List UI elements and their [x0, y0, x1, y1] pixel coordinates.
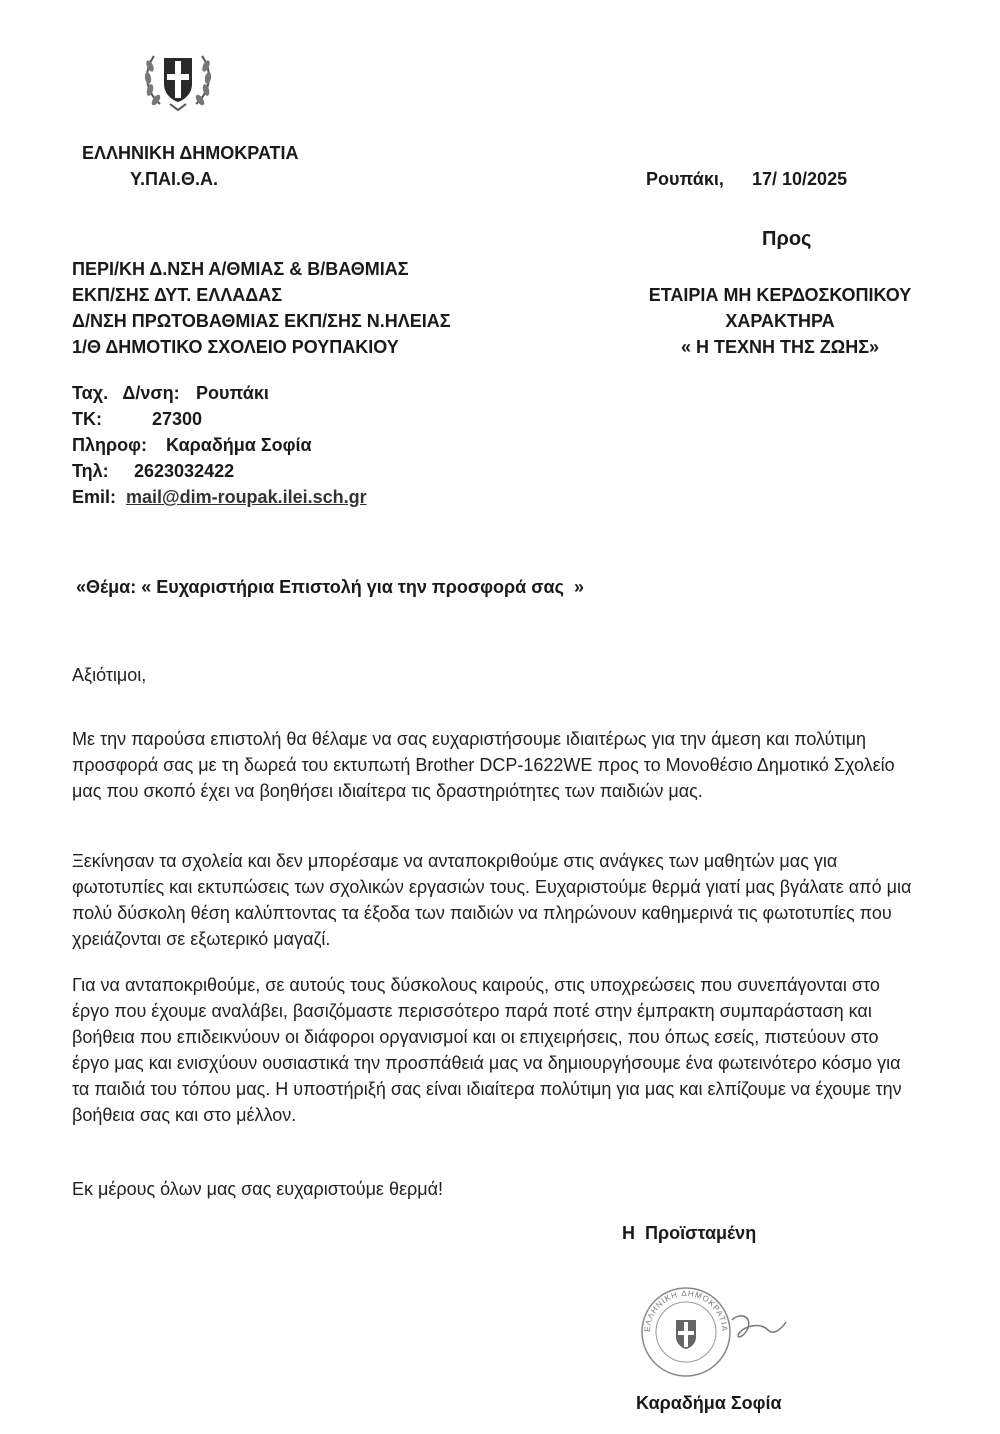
stamp-text: ΕΛΛΗΝΙΚΗ ΔΗΜΟΚΡΑΤΙΑ [642, 1288, 730, 1333]
phone-value: 2623032422 [134, 461, 235, 481]
letter-date: 17/ 10/2025 [752, 169, 848, 189]
email-label: Emil: [72, 487, 117, 507]
body-paragraph-4: Εκ μέρους όλων μας σας ευχαριστούμε θερμά! [72, 1179, 444, 1199]
sender-line-3: Δ/ΝΣΗ ΠΡΩΤΟΒΑΘΜΙΑΣ ΕΚΠ/ΣΗΣ Ν.ΗΛΕΙΑΣ [72, 311, 451, 331]
email-link[interactable]: mail@dim-roupak.ilei.sch.gr [126, 487, 367, 507]
greek-coat-of-arms-icon [140, 40, 216, 116]
recipient-line-2: ΧΑΡΑΚΤΗΡΑ [725, 311, 835, 331]
info-value: Καραδήμα Σοφία [166, 435, 312, 455]
recipient-line-1: ΕΤΑΙΡΙΑ ΜΗ ΚΕΡΔΟΣΚΟΠΙΚΟΥ [648, 285, 912, 305]
address-label: Ταχ. Δ/νση: [72, 383, 180, 403]
recipient-line-3: « Η ΤΕΧΝΗ ΤΗΣ ΖΩΗΣ» [680, 337, 880, 357]
body-paragraph-1: Με την παρούσα επιστολή θα θέλαμε να σας ευχαριστήσουμε ιδιαιτέρως για την άμεση και πολύτιμη προσφορά σας με τη δωρεά του εκτυπωτή Brother DCP-1622WE προς το Μονοθέσιο Δημοτικό Σχολείο μας που σκοπό έχει να βοηθήσει ιδιαίτερα τις δραστηριότητες των παιδιών μας. [72, 729, 895, 801]
recipient-to-label: Προς [762, 228, 812, 250]
coat-of-arms-emblem [140, 40, 216, 116]
zip-value: 27300 [152, 409, 203, 429]
body-paragraph-3: Για να ανταποκριθούμε, σε αυτούς τους δύσκολους καιρούς, στις υποχρεώσεις που συνεπάγονται στο έργο που έχουμε αναλάβει, βασιζόμαστε περισσότερο παρά ποτέ στην έμπρακτη συμπαράσταση και βοήθεια που επιδεικνύουν οι διάφοροι οργανισμοί και οι επιχειρήσεις, που όπως εσείς, πιστεύουν στο έργο μας και ενισχύουν ουσιαστικά την προσπάθειά μας να δημιουργήσουμε ένα φωτεινότερο κόσμο για τα παιδιά του τόπου μας. Η υποστήριξή σας είναι ιδιαίτερα πολύτιμη για μας και ελπίζουμε να έχουμε την βοήθεια σας και στο μέλλον. [72, 975, 902, 1125]
body-paragraph-2: Ξεκίνησαν τα σχολεία και δεν μπορέσαμε να ανταποκριθούμε στις ανάγκες των μαθητών μας για φωτοτυπίες και εκτυπώσεις των σχολικών εργασιών τους. Ευχαριστούμε θερμά γιατί μας βγάλατε από μια πολύ δύσκολη θέση καλύπτοντας τα έξοδα των παιδιών να πληρώνουν καθημερινά τις φωτοτυπίες που χρειάζονται σε εξωτερικό μαγαζί. [72, 851, 912, 949]
signature-name: Καραδήμα Σοφία [636, 1393, 782, 1413]
address-value: Ρουπάκι [196, 383, 269, 403]
sender-line-4: 1/Θ ΔΗΜΟΤΙΚΟ ΣΧΟΛΕΙΟ ΡΟΥΠΑΚΙΟΥ [72, 337, 399, 357]
republic-title: ΕΛΛΗΝΙΚΗ ΔΗΜΟΚΡΑΤΙΑ [82, 143, 299, 163]
official-seal-icon [636, 1282, 796, 1382]
salutation: Αξιότιμοι, [72, 665, 147, 685]
letter-subject: «Θέμα: « Ευχαριστήρια Επιστολή για την προσφορά σας » [76, 577, 584, 597]
official-stamp [636, 1282, 796, 1382]
zip-label: ΤΚ: [72, 409, 102, 429]
info-label: Πληροφ: [72, 435, 148, 455]
signature-title: Η Προϊσταμένη [622, 1223, 757, 1243]
ministry-title: Υ.ΠΑΙ.Θ.Α. [130, 169, 219, 189]
sender-line-1: ΠΕΡΙ/ΚΗ Δ.ΝΣΗ Α/ΘΜΙΑΣ & Β/ΒΑΘΜΙΑΣ [72, 259, 409, 279]
letter-place: Ρουπάκι, [646, 169, 724, 189]
phone-label: Τηλ: [72, 461, 109, 481]
sender-line-2: ΕΚΠ/ΣΗΣ ΔΥΤ. ΕΛΛΑΔΑΣ [72, 285, 283, 305]
